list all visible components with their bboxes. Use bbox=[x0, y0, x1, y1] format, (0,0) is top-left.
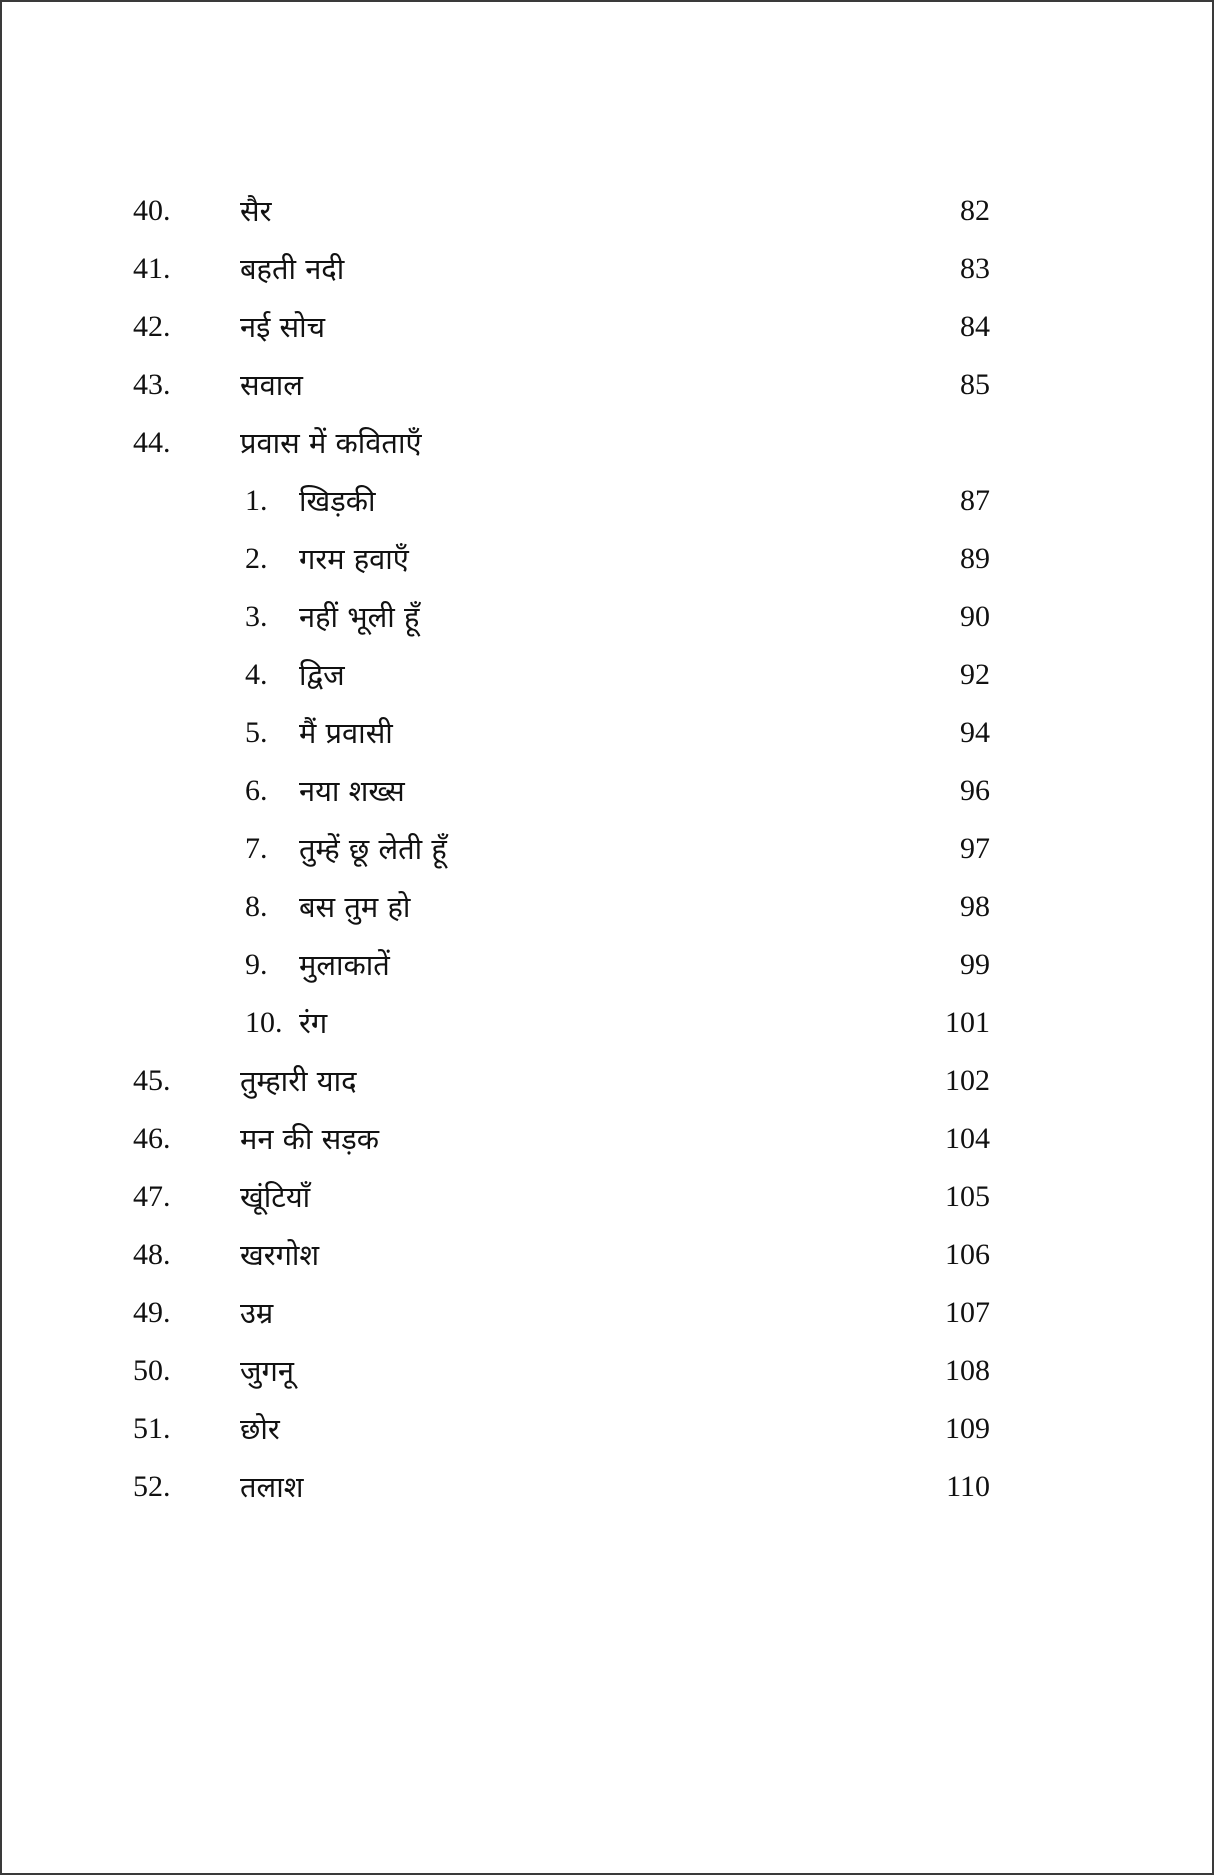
entry-title: उम्र bbox=[240, 1296, 274, 1330]
toc-sub-entry bbox=[2, 588, 1212, 646]
toc-entry bbox=[2, 1110, 1212, 1168]
toc-entry bbox=[2, 298, 1212, 356]
toc-sub-entry bbox=[2, 994, 1212, 1052]
toc-entry bbox=[2, 240, 1212, 298]
sub-entry-number: 10. bbox=[245, 1006, 283, 1039]
entry-title: सवाल bbox=[240, 368, 303, 402]
entry-title: छोर bbox=[240, 1412, 280, 1446]
entry-page: 102 bbox=[945, 1064, 990, 1097]
entry-page: 96 bbox=[960, 774, 990, 807]
sub-entry-title: रंग bbox=[299, 1006, 328, 1040]
sub-entry-title: गरम हवाएँ bbox=[299, 542, 409, 576]
entry-number: 49. bbox=[133, 1296, 171, 1329]
entry-page: 90 bbox=[960, 600, 990, 633]
entry-number: 51. bbox=[133, 1412, 171, 1445]
toc-entry bbox=[2, 1052, 1212, 1110]
sub-entry-number: 2. bbox=[245, 542, 268, 575]
sub-entry-number: 6. bbox=[245, 774, 268, 807]
entry-page: 106 bbox=[945, 1238, 990, 1271]
toc-entry bbox=[2, 1400, 1212, 1458]
entry-number: 43. bbox=[133, 368, 171, 401]
toc-entry bbox=[2, 1226, 1212, 1284]
toc-sub-entry bbox=[2, 704, 1212, 762]
sub-entry-number: 4. bbox=[245, 658, 268, 691]
toc-sub-entry bbox=[2, 762, 1212, 820]
toc-entry bbox=[2, 1168, 1212, 1226]
toc-sub-entry bbox=[2, 472, 1212, 530]
entry-title: जुगनू bbox=[240, 1354, 294, 1388]
entry-page: 107 bbox=[945, 1296, 990, 1329]
entry-page: 104 bbox=[945, 1122, 990, 1155]
sub-entry-number: 7. bbox=[245, 832, 268, 865]
entry-title: खूंटियाँ bbox=[240, 1180, 311, 1214]
toc-entry bbox=[2, 356, 1212, 414]
entry-number: 50. bbox=[133, 1354, 171, 1387]
sub-entry-number: 9. bbox=[245, 948, 268, 981]
entry-page: 85 bbox=[960, 368, 990, 401]
entry-page: 105 bbox=[945, 1180, 990, 1213]
entry-number: 47. bbox=[133, 1180, 171, 1213]
entry-page: 101 bbox=[945, 1006, 990, 1039]
sub-entry-title: द्विज bbox=[299, 658, 345, 692]
entry-page: 84 bbox=[960, 310, 990, 343]
sub-entry-title: मैं प्रवासी bbox=[299, 716, 393, 750]
entry-number: 40. bbox=[133, 194, 171, 227]
entry-number: 44. bbox=[133, 426, 171, 459]
entry-number: 46. bbox=[133, 1122, 171, 1155]
entry-title: तुम्हारी याद bbox=[240, 1064, 357, 1098]
entry-page: 82 bbox=[960, 194, 990, 227]
entry-title: खरगोश bbox=[240, 1238, 320, 1272]
entry-number: 41. bbox=[133, 252, 171, 285]
entry-page: 108 bbox=[945, 1354, 990, 1387]
entry-title: सैर bbox=[240, 194, 272, 228]
toc-entry bbox=[2, 182, 1212, 240]
toc-entry bbox=[2, 1342, 1212, 1400]
entry-page: 98 bbox=[960, 890, 990, 923]
sub-entry-number: 3. bbox=[245, 600, 268, 633]
entry-number: 42. bbox=[133, 310, 171, 343]
sub-entry-title: बस तुम हो bbox=[299, 890, 411, 924]
entry-title: मन की सड़क bbox=[240, 1122, 380, 1156]
entry-number: 45. bbox=[133, 1064, 171, 1097]
entry-title: बहती नदी bbox=[240, 252, 345, 286]
entry-page: 99 bbox=[960, 948, 990, 981]
toc-entry bbox=[2, 1284, 1212, 1342]
entry-number: 52. bbox=[133, 1470, 171, 1503]
toc-sub-entry bbox=[2, 878, 1212, 936]
entry-number: 48. bbox=[133, 1238, 171, 1271]
entry-page: 83 bbox=[960, 252, 990, 285]
sub-entry-title: खिड़की bbox=[299, 484, 376, 518]
entry-title: नई सोच bbox=[240, 310, 326, 344]
sub-entry-title: नहीं भूली हूँ bbox=[299, 600, 420, 634]
sub-entry-title: मुलाकातें bbox=[299, 948, 390, 982]
entry-title: तलाश bbox=[240, 1470, 304, 1504]
entry-page: 89 bbox=[960, 542, 990, 575]
entry-page: 97 bbox=[960, 832, 990, 865]
toc-sub-entry bbox=[2, 936, 1212, 994]
sub-entry-title: नया शख्स bbox=[299, 774, 405, 808]
toc-sub-entry bbox=[2, 530, 1212, 588]
entry-title: प्रवास में कविताएँ bbox=[240, 426, 422, 460]
sub-entry-number: 1. bbox=[245, 484, 268, 517]
entry-page: 109 bbox=[945, 1412, 990, 1445]
toc-entry bbox=[2, 1458, 1212, 1516]
sub-entry-number: 5. bbox=[245, 716, 268, 749]
entry-page: 94 bbox=[960, 716, 990, 749]
toc-sub-entry bbox=[2, 820, 1212, 878]
sub-entry-title: तुम्हें छू लेती हूँ bbox=[299, 832, 447, 866]
entry-page: 87 bbox=[960, 484, 990, 517]
toc-sub-entry bbox=[2, 646, 1212, 704]
entry-page: 92 bbox=[960, 658, 990, 691]
toc-section-heading bbox=[2, 414, 1212, 472]
entry-page: 110 bbox=[946, 1470, 990, 1503]
sub-entry-number: 8. bbox=[245, 890, 268, 923]
